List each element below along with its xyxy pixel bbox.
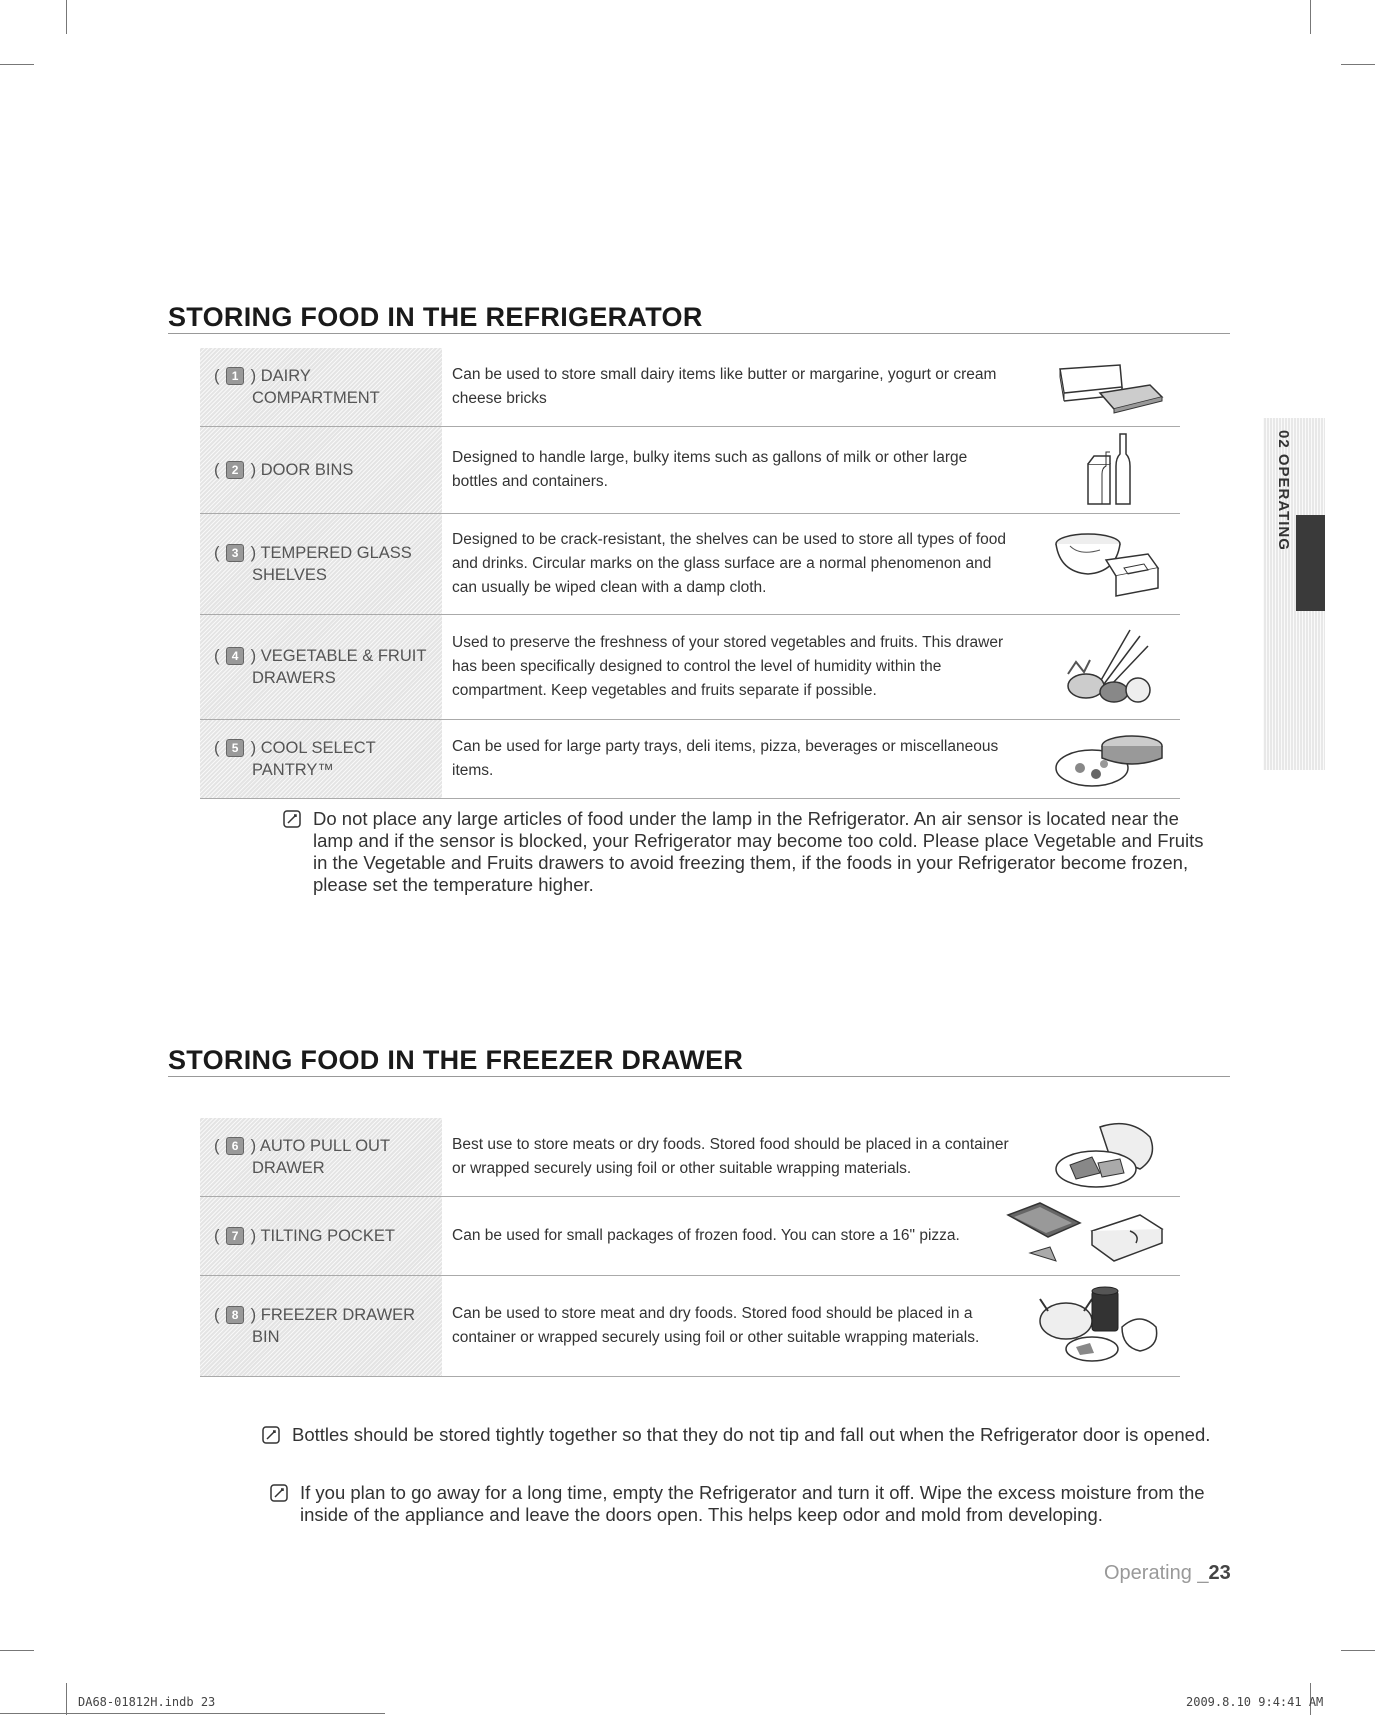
note-icon xyxy=(262,1426,280,1444)
label-line: COOL SELECT xyxy=(260,739,376,757)
description-text: Can be used for small packages of frozen food. You can store a 16" pizza. xyxy=(452,1227,960,1244)
vegetables-icon xyxy=(1040,622,1170,712)
number-badge: 5 xyxy=(226,739,244,757)
description-text: Designed to be crack-resistant, the shelves can be used to store all types of food and drinks. Circular marks on the glass surface are a normal phenomenon and can usually be wiped clean with a damp cloth. xyxy=(452,531,1007,596)
crop-mark xyxy=(0,1713,385,1714)
page-number xyxy=(1104,1562,1231,1585)
row-label: ( 5 ) COOL SELECT PANTRY™ xyxy=(200,720,442,798)
pizza-box-icon xyxy=(1000,1201,1170,1271)
number-badge: 8 xyxy=(226,1306,244,1324)
refrigerator-section-title: STORING FOOD IN THE REFRIGERATOR xyxy=(168,302,703,332)
food-containers-icon xyxy=(1040,524,1170,604)
table-row xyxy=(200,720,1180,799)
row-label: ( 3 ) TEMPERED GLASS SHELVES xyxy=(200,514,442,614)
note-text: Bottles should be stored tightly together so that they do not tip and fall out when the Refrigerator door is opened. xyxy=(292,1424,1211,1445)
label-line: DOOR BINS xyxy=(260,461,354,479)
crop-mark xyxy=(0,1650,34,1651)
freezer-section-title: STORING FOOD IN THE FREEZER DRAWER xyxy=(168,1045,744,1075)
table-row xyxy=(200,615,1180,720)
row-label: ( 1 ) DAIRY COMPARTMENT xyxy=(200,348,442,426)
label-line: DRAWER xyxy=(252,1159,325,1177)
title-rule xyxy=(168,1076,1230,1077)
freezer-table xyxy=(200,1118,1180,1377)
row-label: ( 4 ) VEGETABLE & FRUIT DRAWERS xyxy=(200,615,442,719)
crop-mark xyxy=(1341,64,1375,65)
number-badge: 7 xyxy=(226,1227,244,1245)
chapter-tab-marker xyxy=(1296,515,1325,611)
table-row xyxy=(200,1197,1180,1276)
footer-file-info: DA68-01812H.indb 23 xyxy=(78,1695,216,1709)
freezer-note-2 xyxy=(270,1482,1220,1526)
page-section: Operating _ xyxy=(1104,1562,1209,1584)
label-line: AUTO PULL OUT xyxy=(259,1137,391,1155)
row-label: ( 6 ) AUTO PULL OUT DRAWER xyxy=(200,1118,442,1196)
butter-dish-icon xyxy=(1040,357,1170,417)
note-text: If you plan to go away for a long time, empty the Refrigerator and turn it off. Wipe the excess moisture from the inside of the appliance and leave the doors open. This helps keep odor and mold from developing. xyxy=(300,1482,1205,1525)
frozen-food-icon xyxy=(1030,1281,1170,1371)
label-line: DRAWERS xyxy=(252,669,336,687)
crop-mark xyxy=(66,0,67,34)
label-line: BIN xyxy=(252,1328,280,1346)
note-icon xyxy=(270,1484,288,1502)
label-line: VEGETABLE & FRUIT xyxy=(260,647,427,665)
row-label: ( 8 ) FREEZER DRAWER BIN xyxy=(200,1276,442,1376)
bottles-icon xyxy=(1040,430,1170,510)
description-text: Can be used for large party trays, deli items, pizza, beverages or miscellaneous items. xyxy=(452,738,999,779)
row-label: ( 2 ) DOOR BINS xyxy=(200,427,442,513)
label-line: SHELVES xyxy=(252,566,327,584)
label-line: TILTING POCKET xyxy=(260,1227,395,1245)
refrigerator-note xyxy=(283,808,1213,896)
note-text: Do not place any large articles of food under the lamp in the Refrigerator. An air sensor is located near the lamp and if the sensor is blocked, your Refrigerator may become too cold. Please place Vegetable and Fruits in the Vegetable and Fruits drawers to avoid freezing them, if the foods in your Refrigerator become frozen, please set the temperature higher. xyxy=(313,808,1204,895)
freezer-note-1 xyxy=(262,1424,1212,1446)
page-number-value: 23 xyxy=(1208,1562,1231,1584)
description-text: Best use to store meats or dry foods. Stored food should be placed in a container or wrapped securely using foil or other suitable wrapping materials. xyxy=(452,1136,1009,1177)
number-badge: 1 xyxy=(226,367,244,385)
crop-mark xyxy=(1341,1650,1375,1651)
table-row xyxy=(200,514,1180,615)
description-text: Used to preserve the freshness of your stored vegetables and fruits. This drawer has been specifically designed to control the level of humidity within the compartment. Keep vegetables and fruits separate if possible. xyxy=(452,634,1004,699)
wrapped-meat-icon xyxy=(1040,1117,1170,1197)
refrigerator-table xyxy=(200,348,1180,799)
crop-mark xyxy=(1310,0,1311,34)
title-rule xyxy=(168,333,1230,334)
chapter-tab-label: 02 OPERATING xyxy=(1275,430,1292,551)
description-text: Designed to handle large, bulky items such as gallons of milk or other large bottles and containers. xyxy=(452,449,968,490)
crop-mark xyxy=(0,64,34,65)
note-icon xyxy=(283,810,301,828)
footer-timestamp: 2009.8.10 9:4:41 AM xyxy=(1186,1695,1324,1709)
number-badge: 3 xyxy=(226,544,244,562)
number-badge: 4 xyxy=(226,647,244,665)
number-badge: 2 xyxy=(226,461,244,479)
description-text: Can be used to store small dairy items like butter or margarine, yogurt or cream cheese bricks xyxy=(452,366,997,407)
label-line: COMPARTMENT xyxy=(252,389,380,407)
party-tray-icon xyxy=(1040,724,1170,794)
crop-mark xyxy=(66,1683,67,1715)
table-row xyxy=(200,348,1180,427)
description-text: Can be used to store meat and dry foods. Stored food should be placed in a container or wrapped securely using foil or other suitable wrapping materials. xyxy=(452,1305,980,1346)
table-row xyxy=(200,1276,1180,1377)
row-label: ( 7 ) TILTING POCKET xyxy=(200,1197,442,1275)
label-line: TEMPERED GLASS xyxy=(260,544,412,562)
number-badge: 6 xyxy=(226,1137,244,1155)
table-row xyxy=(200,1118,1180,1197)
label-line: FREEZER DRAWER xyxy=(260,1306,416,1324)
label-line: PANTRY™ xyxy=(252,761,334,779)
table-row xyxy=(200,427,1180,514)
label-line: DAIRY xyxy=(260,367,311,385)
